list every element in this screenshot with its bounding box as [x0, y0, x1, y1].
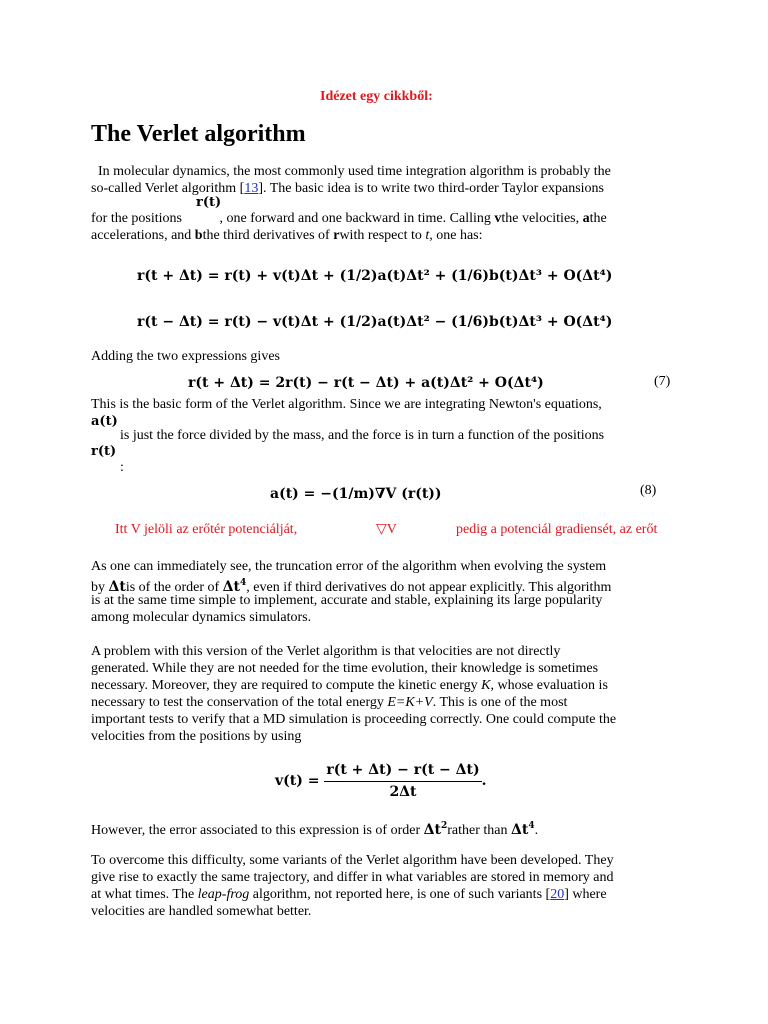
paragraph-problem-line6: velocities from the positions by using: [91, 729, 302, 744]
text: t: [425, 228, 430, 243]
hungarian-note: [115, 521, 297, 538]
equation-7: r(t + Δt) = 2r(t) − r(t − Δt) + a(t)Δt² + O(Δt⁴): [188, 375, 544, 391]
text: K: [481, 678, 491, 693]
reference-link-20[interactable]: 20: [550, 887, 565, 902]
text: the velocities,: [501, 211, 580, 226]
equation-forward: r(t + Δt) = r(t) + v(t)Δt + (1/2)a(t)Δt² + (1/6)b(t)Δt³ + O(Δt⁴): [137, 268, 613, 284]
symbol-delta-t4: $\Delta t^4$: [222, 578, 247, 595]
equation-backward: r(t − Δt) = r(t) − v(t)Δt + (1/2)a(t)Δt² − (1/6)b(t)Δt³ + O(Δt⁴): [137, 314, 613, 330]
symbol-delta-t4-2: $\Delta t^4$: [510, 821, 535, 838]
paragraph-overcome-line4: velocities are handled somewhat better.: [91, 904, 312, 919]
text: the: [589, 211, 607, 226]
paragraph-basic-line2: is just the force divided by the mass, and the force is in turn a function of the positions: [120, 428, 605, 443]
text: accelerations, and: [91, 228, 192, 243]
paragraph-truncation-line4: among molecular dynamics simulators.: [91, 610, 312, 625]
equation-number-8: (8): [640, 483, 657, 498]
velocity-lhs: v(t) =: [275, 773, 320, 789]
paragraph-basic-colon: :: [120, 460, 124, 475]
text: .: [534, 823, 539, 838]
reference-link-13[interactable]: 13: [244, 181, 259, 196]
text: leap-frog: [197, 887, 250, 902]
text: ]. The basic idea is to write two third-order Taylor expansions: [258, 181, 605, 196]
paragraph-overcome-line3: [91, 886, 607, 903]
adding-text: Adding the two expressions gives: [91, 349, 280, 364]
text: rather than: [447, 823, 508, 838]
text: algorithm, not reported here, is one of such variants [: [252, 887, 551, 902]
text: with respect to: [339, 228, 422, 243]
paragraph-problem-line5: important tests to verify that a MD simulation is proceeding correctly. One could compute the: [91, 712, 617, 727]
text: , one has:: [429, 228, 483, 243]
symbol-b: b: [194, 228, 203, 243]
velocity-denominator: 2Δt: [389, 784, 417, 800]
hungarian-note-2: pedig a potenciál gradiensét, az erőt: [456, 522, 658, 537]
text: necessary. Moreover, they are required to compute the kinetic energy: [91, 678, 478, 693]
symbol-v: v: [494, 211, 502, 226]
paragraph-intro-line2: [91, 180, 604, 197]
text: so-called Verlet algorithm [: [91, 181, 245, 196]
text: However, the error associated to this expression is of order: [91, 823, 421, 838]
text: ] where: [564, 887, 607, 902]
text: necessary to test the conservation of the total energy: [91, 695, 384, 710]
text: is of the order of: [125, 580, 220, 595]
paragraph-overcome-line1: To overcome this difficulty, some variants of the Verlet algorithm have been developed. They: [91, 853, 614, 868]
text: for the positions: [91, 211, 182, 226]
symbol-delta-t: Δt: [108, 579, 126, 595]
text: at what times. The: [91, 887, 195, 902]
equation-8: a(t) = −(1/m)∇V (r(t)): [270, 486, 442, 502]
paragraph-problem-line1: A problem with this version of the Verlet algorithm is that velocities are not directly: [91, 644, 561, 659]
paragraph-intro-line1: In molecular dynamics, the most commonly used time integration algorithm is probably the: [98, 164, 611, 179]
paragraph-problem-line2: generated. While they are not needed for the time evolution, their knowledge is sometimes: [91, 661, 599, 676]
text: by: [91, 580, 105, 595]
paragraph-overcome-line2: give rise to exactly the same trajectory, and differ in what variables are stored in memory and: [91, 870, 614, 885]
velocity-end: .: [481, 773, 487, 789]
symbol-a-t: a(t): [91, 414, 118, 429]
paragraph-basic-line1: This is the basic form of the Verlet algorithm. Since we are integrating Newton's equations,: [91, 397, 602, 412]
paragraph-problem-line3: [91, 677, 608, 694]
equation-number-7: (7): [654, 374, 671, 389]
paragraph-intro-line4: [91, 227, 483, 244]
text: . This is one of the most: [432, 695, 568, 710]
text: , even if third derivatives do not appear explicitly. This algorithm: [246, 580, 612, 595]
paragraph-truncation-line3: is at the same time simple to implement, accurate and stable, explaining its large popularity: [91, 593, 603, 608]
symbol-a: a: [582, 211, 590, 226]
paragraph-truncation-line1: As one can immediately see, the truncation error of the algorithm when evolving the system: [91, 559, 607, 574]
text: , whose evaluation is: [490, 678, 608, 693]
velocity-fraction: [324, 762, 481, 801]
symbol-delta-t2: $\Delta t^2$: [423, 821, 448, 838]
paragraph-problem-line4: [91, 694, 567, 711]
text: the third derivatives of: [202, 228, 330, 243]
page-title: The Verlet algorithm: [91, 121, 306, 147]
symbol-r-t: r(t): [196, 195, 222, 210]
text: E=K+V: [387, 695, 433, 710]
quote-heading: Idézet egy cikkből:: [320, 89, 433, 104]
text: , one forward and one backward in time. Calling: [219, 211, 491, 226]
hungarian-nabla: ▽V: [376, 522, 397, 537]
symbol-r: r: [333, 228, 340, 243]
paragraph-intro-line3: [91, 210, 607, 227]
paragraph-error: [91, 818, 538, 839]
equation-velocity: [275, 762, 487, 801]
text: Itt V jelöli az erőtér potenciálját,: [115, 522, 298, 537]
symbol-r-t-2: r(t): [91, 444, 117, 459]
velocity-numerator: r(t + Δt) − r(t − Δt): [324, 762, 481, 782]
